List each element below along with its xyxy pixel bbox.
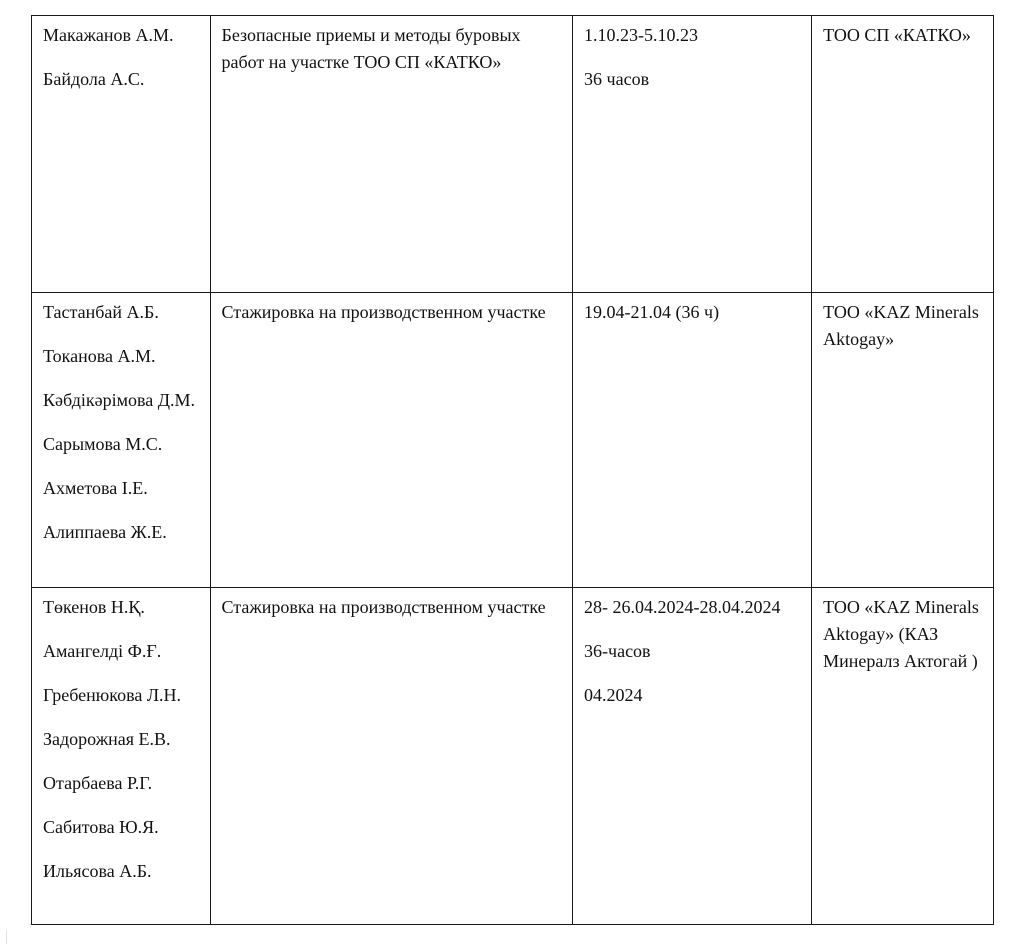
names-cell bbox=[32, 16, 211, 293]
participant-name: Отарбаева Р.Г. bbox=[43, 773, 153, 793]
participant-name: Кәбдікәрімова Д.М. bbox=[43, 390, 196, 410]
training-dates: 19.04-21.04 (36 ч) bbox=[584, 302, 720, 322]
participant-name: Сабитова Ю.Я. bbox=[43, 817, 159, 837]
participant-name: Сарымова М.С. bbox=[43, 434, 163, 454]
participant-name: Задорожная Е.В. bbox=[43, 729, 171, 749]
topic-cell bbox=[210, 588, 573, 925]
topic-cell bbox=[210, 16, 573, 293]
organization-cell bbox=[812, 588, 994, 925]
organization-name: ТОО «KAZ Minerals Aktogay» bbox=[823, 302, 979, 349]
training-topic: Стажировка на производственном участке bbox=[221, 597, 546, 617]
participant-name: Төкенов Н.Қ. bbox=[43, 597, 145, 617]
names-cell bbox=[32, 293, 211, 588]
topic-cell bbox=[210, 293, 573, 588]
organization-name: ТОО «KAZ Minerals Aktogay» (КАЗ Минералз Актогай ) bbox=[823, 597, 979, 671]
participant-name: Ильясова А.Б. bbox=[43, 861, 152, 881]
training-hours: 36 часов bbox=[584, 69, 650, 89]
training-hours: 36-часов bbox=[584, 641, 651, 661]
training-table bbox=[31, 15, 994, 925]
organization-name: ТОО СП «КАТКО» bbox=[823, 25, 971, 45]
table-row bbox=[32, 293, 994, 588]
training-dates: 28- 26.04.2024-28.04.2024 bbox=[584, 597, 781, 617]
organization-cell bbox=[812, 293, 994, 588]
page-edge-mark bbox=[6, 930, 7, 944]
dates-cell bbox=[573, 293, 812, 588]
training-dates: 1.10.23-5.10.23 bbox=[584, 25, 699, 45]
participant-name: Токанова А.М. bbox=[43, 346, 156, 366]
organization-cell bbox=[812, 16, 994, 293]
participant-name: Ахметова І.Е. bbox=[43, 478, 148, 498]
training-month: 04.2024 bbox=[584, 685, 643, 705]
training-topic: Стажировка на производственном участке bbox=[221, 302, 546, 322]
table-row bbox=[32, 588, 994, 925]
participant-name: Макажанов А.М. bbox=[43, 25, 174, 45]
participant-name: Амангелді Ф.Ғ. bbox=[43, 641, 162, 661]
participant-name: Тастанбай А.Б. bbox=[43, 302, 159, 322]
participant-name: Байдола А.С. bbox=[43, 69, 145, 89]
table-row bbox=[32, 16, 994, 293]
participant-name: Гребенюкова Л.Н. bbox=[43, 685, 182, 705]
dates-cell bbox=[573, 588, 812, 925]
participant-name: Алиппаева Ж.Е. bbox=[43, 522, 167, 542]
dates-cell bbox=[573, 16, 812, 293]
training-topic: Безопасные приемы и методы буровых работ на участке ТОО СП «КАТКО» bbox=[221, 25, 521, 72]
names-cell bbox=[32, 588, 211, 925]
